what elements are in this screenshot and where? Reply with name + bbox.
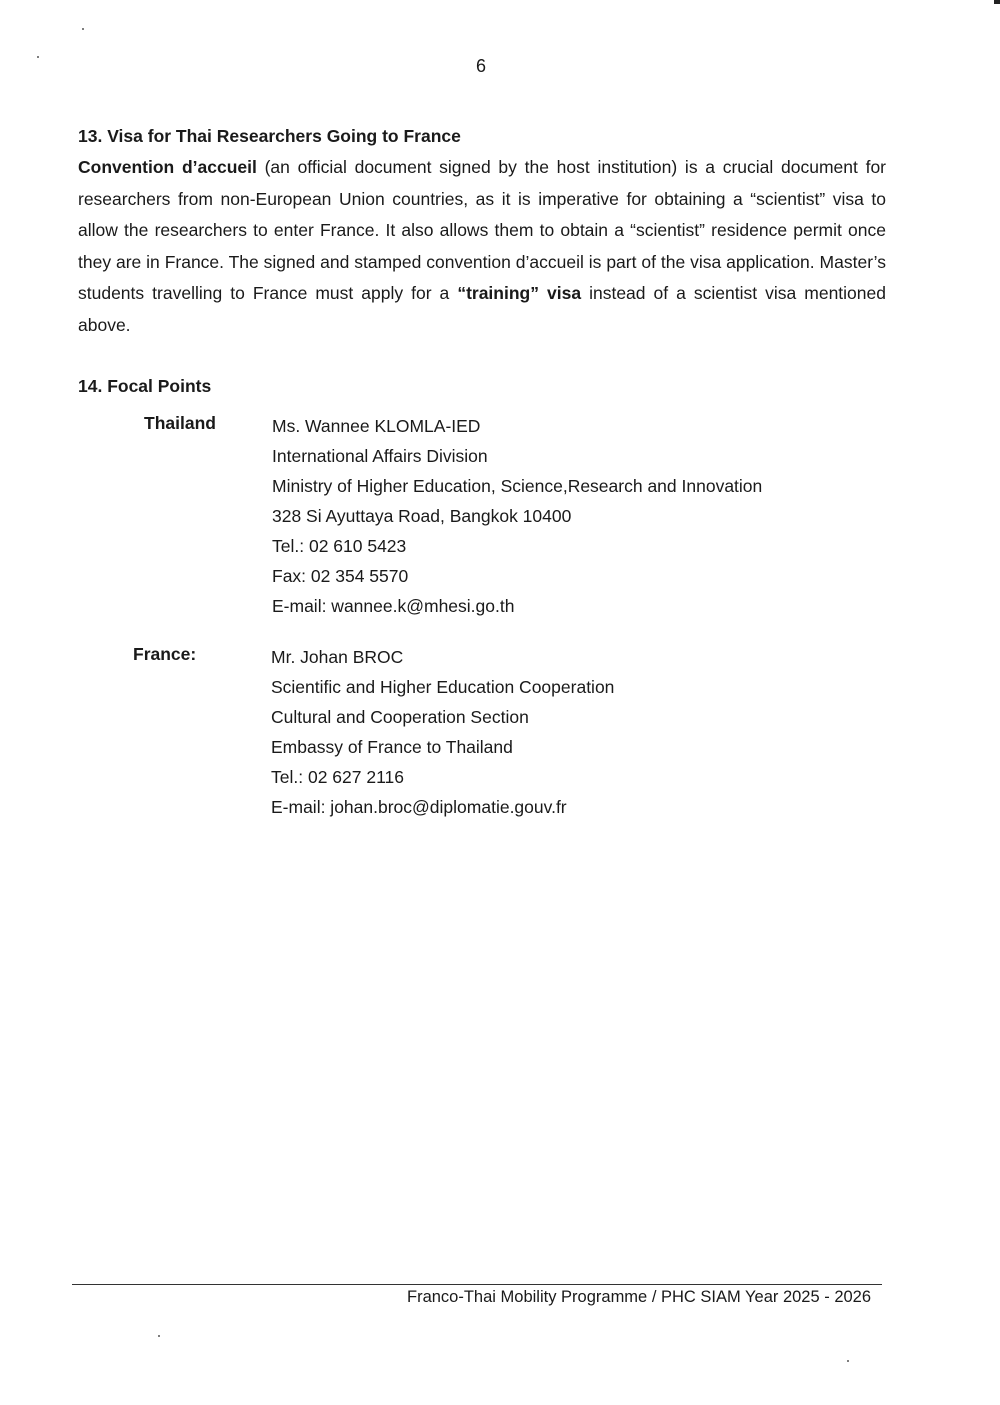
- contact-organization: Embassy of France to Thailand: [271, 737, 513, 757]
- paragraph-text: instead of a scientist visa mentioned above.: [78, 283, 886, 335]
- contact-details: [272, 411, 762, 621]
- footer-text: Franco-Thai Mobility Programme / PHC SIAM Year 2025 - 2026: [407, 1288, 872, 1306]
- contact-division: International Affairs Division: [272, 446, 488, 466]
- paragraph-text: (an official document signed by the host institution) is a crucial document for researchers from non-European Union countries, as it is imperative for obtaining a “scientist” visa to allow the researchers to enter France. It also allows them to obtain a “scientist” residence permit once they are in France. The signed and stamped convention d’accueil is part of the visa application. Master’s students travelling to France must apply for a: [78, 157, 886, 303]
- contact-email: E-mail: wannee.k@mhesi.go.th: [272, 596, 515, 616]
- section-focal-points: [78, 374, 886, 402]
- contact-fax: Fax: 02 354 5570: [272, 566, 409, 586]
- bold-term: “training” visa: [457, 283, 582, 303]
- contact-phone: Tel.: 02 610 5423: [272, 536, 407, 556]
- section-visa: [78, 124, 886, 341]
- contact-details: [271, 642, 614, 822]
- contact-section: Cultural and Cooperation Section: [271, 707, 529, 727]
- page-number: 6: [475, 56, 486, 76]
- scan-edge-mark: [994, 0, 1000, 4]
- contact-division: Scientific and Higher Education Cooperation: [271, 677, 615, 697]
- visa-paragraph: [78, 152, 886, 341]
- contact-name: Ms. Wannee KLOMLA-IED: [272, 416, 481, 436]
- country-label: Thailand: [144, 413, 216, 433]
- scan-speck: [847, 1360, 849, 1362]
- contact-email: E-mail: johan.broc@diplomatie.gouv.fr: [271, 797, 567, 817]
- contact-organization: Ministry of Higher Education, Science,Research and Innovation: [272, 476, 763, 496]
- bold-term: Convention d’accueil: [78, 157, 257, 177]
- contact-name: Mr. Johan BROC: [271, 647, 404, 667]
- country-label: France:: [133, 644, 197, 664]
- section-heading: 13. Visa for Thai Researchers Going to France: [78, 126, 461, 146]
- contact-address: 328 Si Ayuttaya Road, Bangkok 10400: [272, 506, 572, 526]
- scan-speck: [82, 28, 84, 30]
- footer-divider: [72, 1284, 882, 1285]
- contact-phone: Tel.: 02 627 2116: [271, 767, 404, 787]
- scan-speck: [158, 1335, 160, 1337]
- section-heading: 14. Focal Points: [78, 376, 212, 396]
